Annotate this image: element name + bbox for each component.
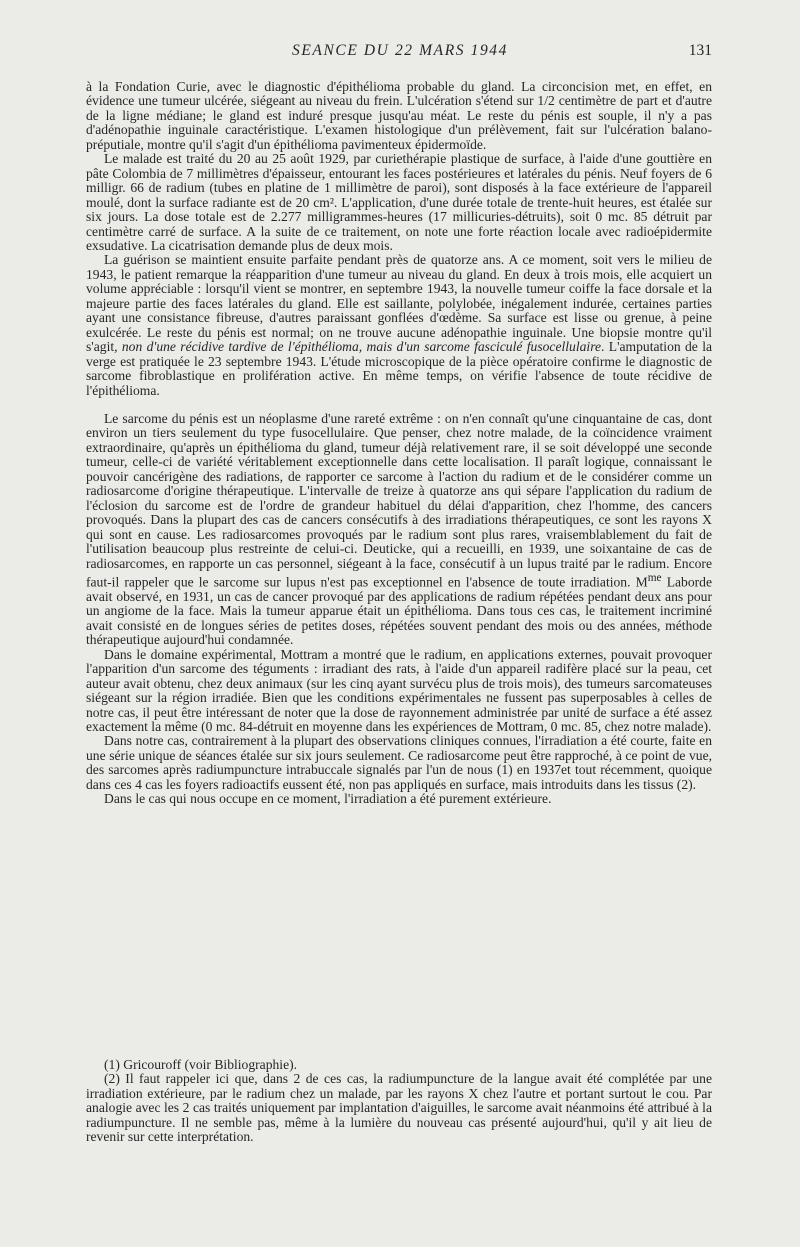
paragraph-2: Le malade est traité du 20 au 25 août 1929, par curiethérapie plastique de surface, à l'aide d'une gouttière en pâte Colombia de 7 millimètres d'épaisseur, entourant les faces postérieures et latérales du pénis. Neuf foyers de 6 milligr. 66 de radium (tubes en platine de 1 millimètre de paroi), sont disposés à la face extérieure de l'appareil moulé, dont la surface radiante est de 20 cm². L'application, d'une durée totale de trente-huit heures, est étalée sur six jours. La dose totale est de 2.277 milligrammes-heures (17 millicuries-détruits), soit 0 mc. 85 détruit par centimètre carré de surface. A la suite de ce traitement, on note une forte réaction locale avec radioépidermite exsudative. La cicatrisation demande plus de deux mois.: [86, 151, 712, 253]
paragraph-4-superscript: me: [647, 571, 662, 584]
paragraph-1: à la Fondation Curie, avec le diagnostic d'épithélioma probable du gland. La circoncision met, en effet, en évidence une tumeur ulcérée, siégeant au niveau du frein. L'ulcération s'étend sur 1/2 centimètre de part et d'autre de la ligne médiane; le gland est induré presque jusqu'au méat. Le reste du pénis est souple, il n'y a pas d'adénopathie inguinale caractéristique. L'examen histologique d'un prélèvement, fait sur l'ulcération balano-préputiale, montre qu'il s'agit d'un épithélioma pavimenteux épidermoïde.: [86, 79, 712, 152]
paragraph-6: Dans notre cas, contrairement à la plupart des observations cliniques connues, l'irradiation a été courte, faite en une série unique de séances étalée sur six jours seulement. Ce radiosarcome peut être rapproché, à ce point de vue, des sarcomes après radiumpuncture intrabuccale signalés par l'un de nous (1) en 1937et tout récemment, quoique dans ces 4 cas les foyers radioactifs eussent été, non pas appliqués en surface, mais introduits dans les tissus (2).: [86, 733, 712, 792]
paragraph-7: Dans le cas qui nous occupe en ce moment, l'irradiation a été purement extérieure.: [104, 791, 552, 807]
paragraph-3-italic: non d'une récidive tardive de l'épithélioma, mais d'un sarcome fasciculé fusocellulaire: [121, 339, 602, 355]
paragraph-4-text-b: Laborde avait observé, en 1931, un cas de cancer provoqué par des applications de radium répétées pendant deux ans pour un angiome de la face. Mais la tumeur apparue était un épithélioma. Dans tous ces cas, le traitement incriminé avait consisté en de longues séries de petites doses, répétées souvent pendant des mois ou des années, méthode thérapeutique aujourd'hui condamnée.: [86, 574, 713, 648]
paragraph-3-text-a: La guérison se maintient ensuite parfaite pendant près de quatorze ans. A ce moment, soit vers le milieu de 1943, le patient remarque la réapparition d'une tumeur au niveau du gland. En deux à trois mois, elle acquiert un volume appréciable : lorsqu'il vient se montrer, en septembre 1943, la nouvelle tumeur coiffe la face dorsale et la majeure partie des faces latérales du gland. Elle est saillante, polylobée, inégalement indurée, certaines parties ayant une consistance fibreuse, d'autres paraissant gonflées d'œdème. Sa surface est lisse ou grenue, à peine exulcérée. Le reste du pénis est normal; on ne trouve aucune adénopathie inguinale. Une biopsie montre qu'il s'agit,: [86, 252, 712, 355]
paragraph-5: Dans le domaine expérimental, Mottram a montré que le radium, en applications externes, pouvait provoquer l'apparition d'un sarcome des téguments : irradiant des rats, à l'aide d'un appareil radifère placé sur la peau, cet auteur avait obtenu, chez deux animaux (sur les cinq ayant survécu plus de trois mois), des tumeurs sarcomateuses siégeant sur la région irradiée. Bien que les conditions expérimentales ne fussent pas superposables à celles de notre cas, il peut être intéressant de noter que la dose de rayonnement administrée par unité de surface a été assez exactement la même (0 mc. 84-détruit en moyenne dans les expériences de Mottram, 0 mc. 85, chez notre malade).: [86, 646, 712, 735]
footnote-1: (1) Gricouroff (voir Bibliographie).: [104, 1057, 298, 1072]
body-text: [86, 80, 712, 807]
running-title: SEANCE DU 22 MARS 1944: [291, 42, 508, 59]
footnote-2: (2) Il faut rappeler ici que, dans 2 de ces cas, la radiumpuncture de la langue avait été complétée par une irradiation extérieure, par le radium chez un malade, par les rayons X chez l'autre et portant surtout le cou. Par analogie avec les 2 cas traités uniquement par implantation d'aiguilles, le sarcome avait néanmoins été attribué à la radiumpuncture. Il ne semble pas, même à la lumière du nouveau cas présenté aujourd'hui, qu'il y ait lieu de revenir sur cette interprétation.: [86, 1071, 712, 1145]
paragraph-4: [86, 412, 712, 648]
paragraph-4-text-a: Le sarcome du pénis est un néoplasme d'une rareté extrême : on n'en connaît qu'une cinquantaine de cas, dont environ un tiers seulement du type fusocellulaire. Que penser, chez notre malade, de la coïncidence vraiment extraordinaire, qu'après un épithélioma du gland, tumeur déjà relativement rare, il se soit développé une seconde tumeur, celle-ci de variété véritablement exceptionnelle dans cette localisation. Il paraît logique, connaissant le pouvoir cancérigène des radiations, de rapporter ce sarcome à l'action du radium et de le considérer comme un radiosarcome d'origine thérapeutique. L'intervalle de treize à quatorze ans qui sépare l'application du radium de l'éclosion du sarcome est de l'ordre de grandeur habituel du délai d'apparition, chez l'homme, des cancers provoqués. Dans la plupart des cas de cancers consécutifs à des irradiations thérapeutiques, ce sont les rayons X qui sont en cause. Les radiosarcomes provoqués par le radium sont plus rares, vraisemblablement du fait de l'utilisation beaucoup plus restreinte de celui-ci. Deuticke, qui a recueilli, en 1939, une soixantaine de cas de radiosarcomes, en rapporte un cas personnel, siégeant à la face, consécutif à un lupus traité par le radium. Encore faut-il rappeler que le sarcome sur lupus n'est pas exceptionnel en l'absence de toute irradiation. M: [86, 410, 712, 590]
paragraph-3-text-b: . L'amputation de la verge est pratiquée le 23 septembre 1943. L'étude microscopique de la pièce opératoire confirme le diagnostic de sarcome fibroblastique en prolifération active. En même temps, on vérifie l'absence de toute récidive de l'épithélioma.: [86, 339, 713, 398]
paragraph-3: [86, 253, 712, 398]
page-number: 131: [688, 42, 712, 59]
page-header: [88, 42, 712, 62]
footnotes: [86, 1058, 712, 1145]
